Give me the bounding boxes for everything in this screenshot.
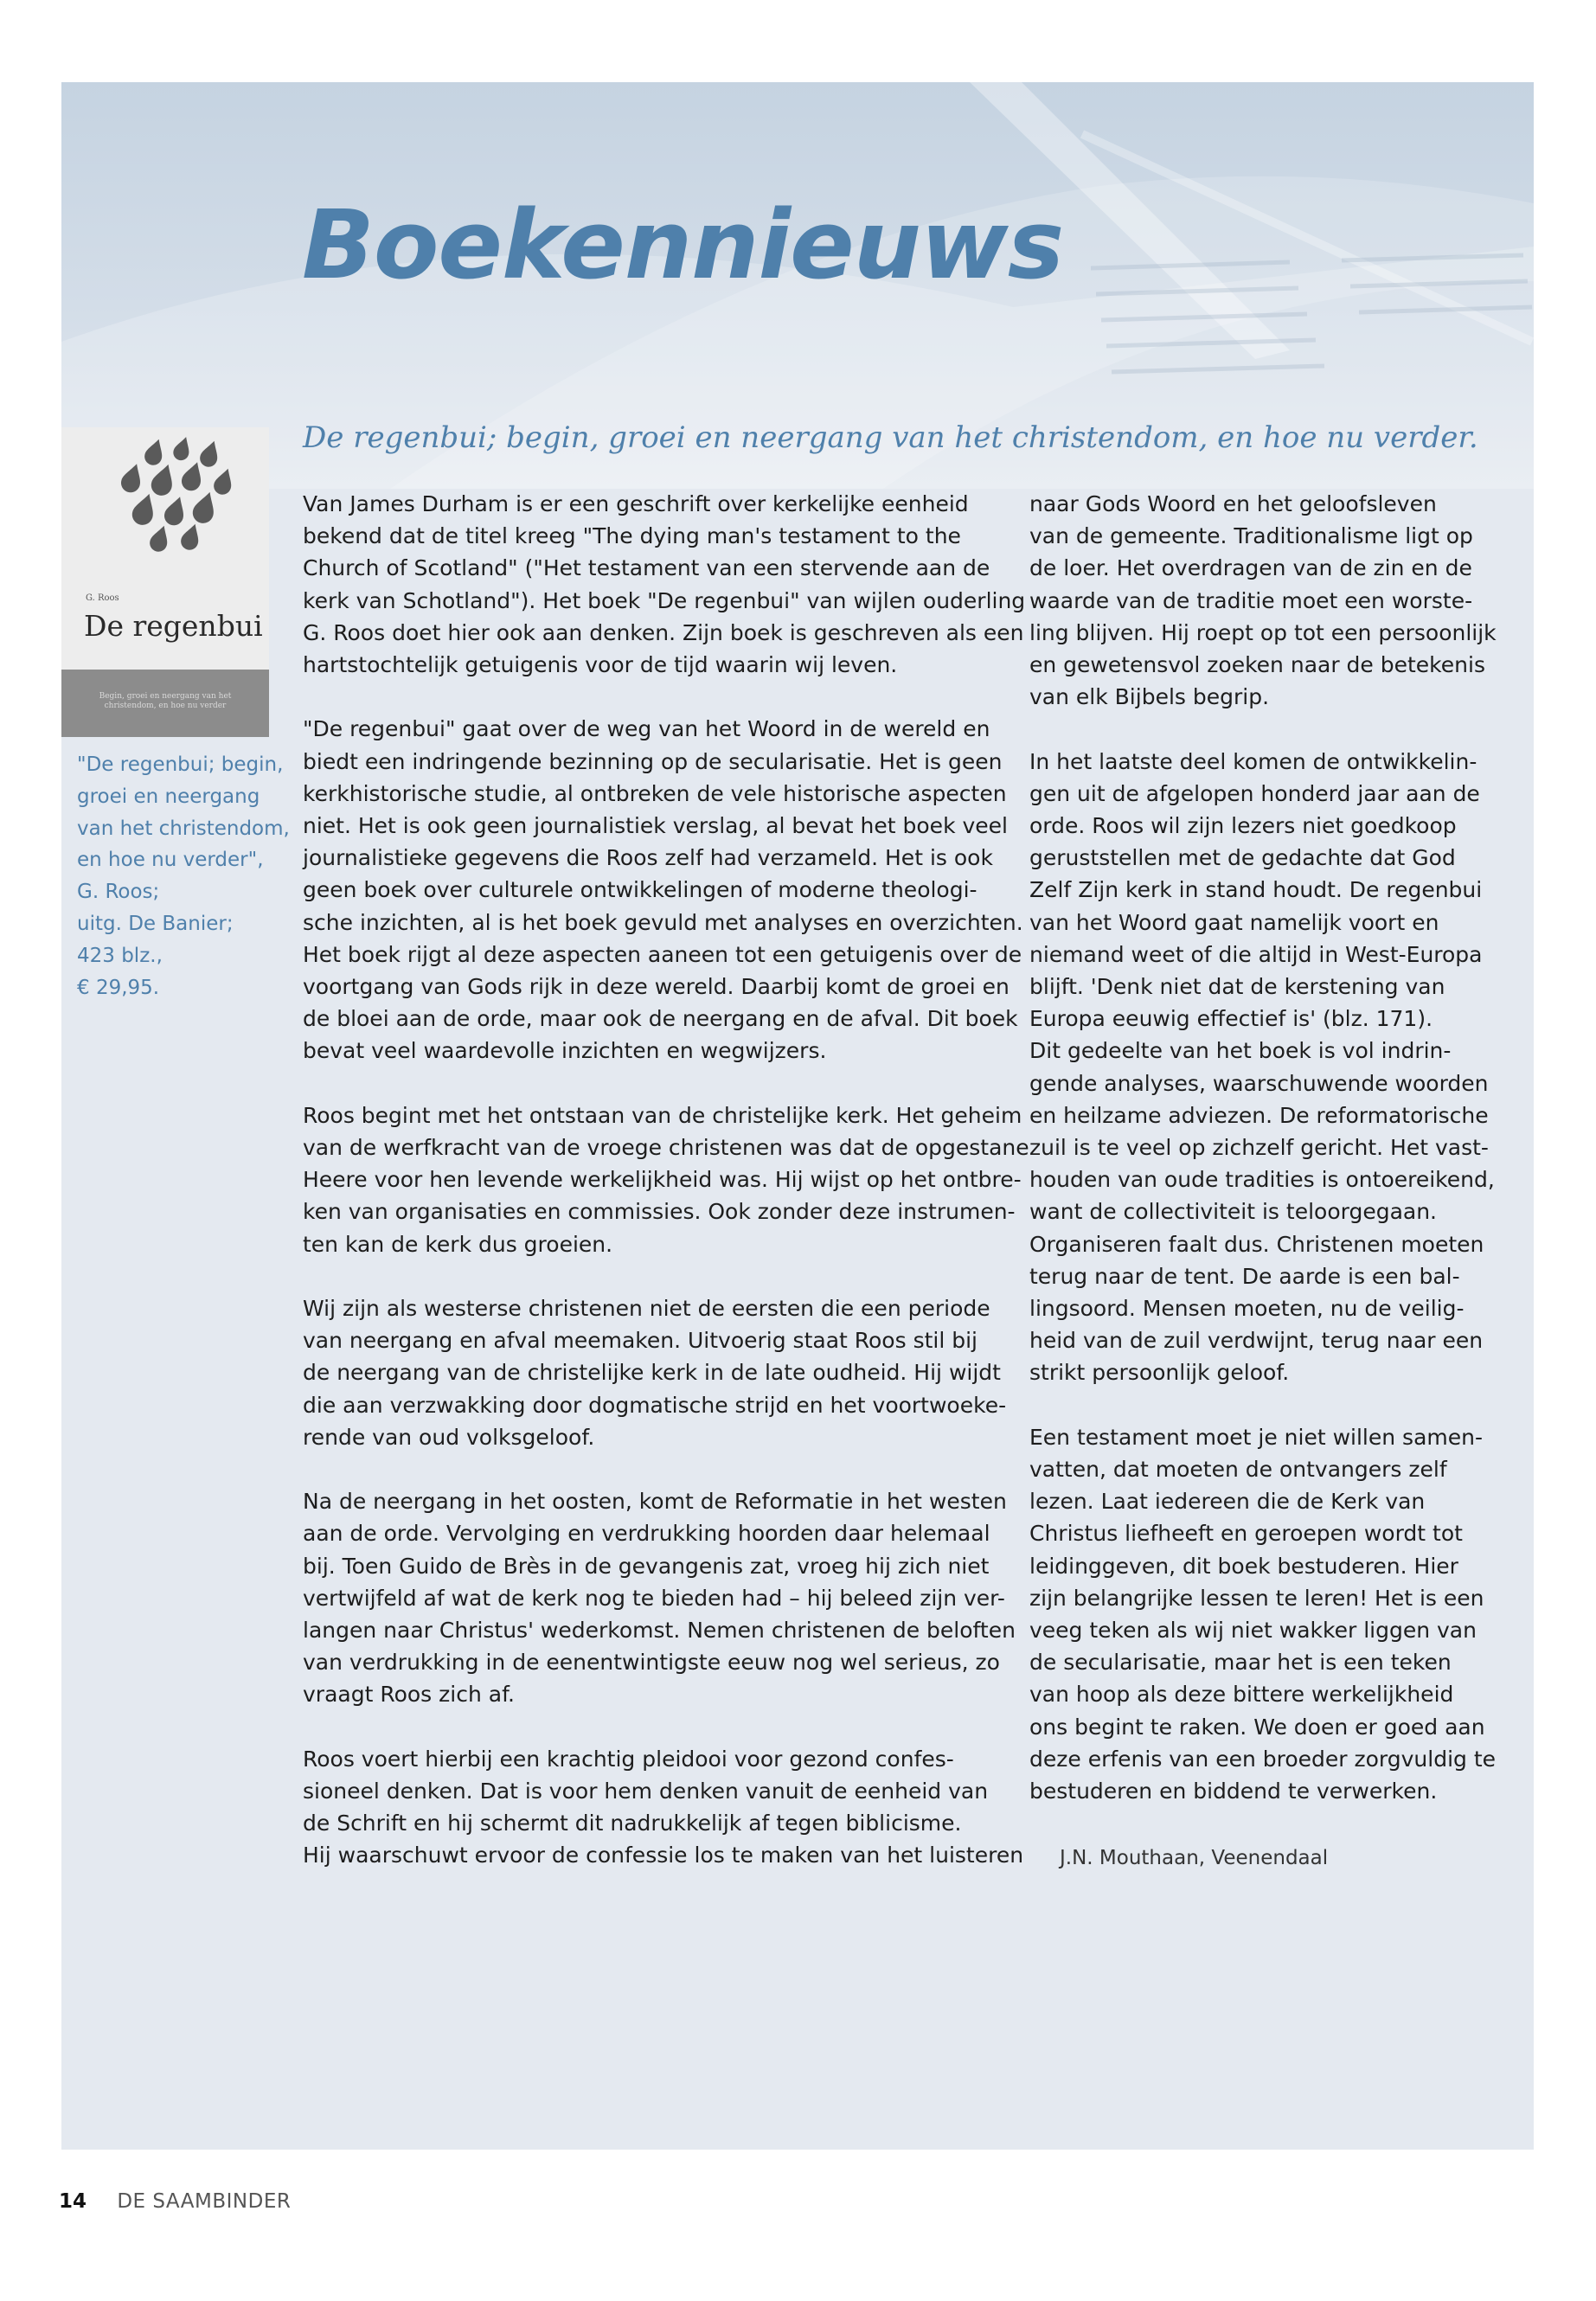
text-line: bij. Toen Guido de Brès in de gevangenis zat, vroeg hij zich niet	[303, 1553, 990, 1579]
text-line: gen uit de afgelopen honderd jaar aan de	[1029, 780, 1480, 806]
text-line: Zelf Zijn kerk in stand houdt. De regenbui	[1029, 877, 1483, 903]
text-line: strikt persoonlijk geloof.	[1029, 1360, 1290, 1386]
text-line: biedt een indringende bezinning op de secularisatie. Het is geen	[303, 748, 1003, 774]
cover-subtitle	[61, 692, 269, 712]
text-line: en heilzame adviezen. De reformatorische	[1029, 1102, 1489, 1128]
caption-line: 423 blz.,	[77, 944, 163, 967]
text-line: zijn belangrijke lessen te leren! Het is een	[1029, 1585, 1484, 1611]
page-number: 14	[59, 2190, 87, 2213]
text-line: van verdrukking in de eenentwintigste eeuw nog wel serieus, zo	[303, 1650, 1000, 1676]
text-line: bestuderen en biddend te verwerken.	[1029, 1779, 1438, 1804]
text-line: en gewetensvol zoeken naar de betekenis	[1029, 652, 1485, 678]
text-line: journalistieke gegevens die Roos zelf had verzameld. Het is ook	[303, 845, 993, 871]
text-line: van neergang en afval meemaken. Uitvoerig staat Roos stil bij	[303, 1328, 978, 1354]
text-line: ten kan de kerk dus groeien.	[303, 1231, 613, 1257]
magazine-name: DE SAAMBINDER	[117, 2190, 292, 2213]
text-line: aan de orde. Vervolging en verdrukking hoorden daar helemaal	[303, 1521, 990, 1547]
cover-subtitle-line: christendom, en hoe nu verder	[104, 702, 227, 711]
text-line: kerk van Schotland"). Het boek "De regenbui" van wijlen ouderling	[303, 587, 1026, 613]
caption-line: G. Roos;	[77, 881, 160, 904]
text-line: sche inzichten, al is het boek gevuld met analyses en overzichten.	[303, 909, 1023, 935]
book-cover	[61, 427, 269, 737]
book-title-heading: De regenbui; begin, groei en neergang van het christendom, en hoe nu verder.	[303, 420, 1478, 455]
caption-line: € 29,95.	[77, 976, 160, 999]
text-line: Dit gedeelte van het boek is vol indrin-	[1029, 1038, 1452, 1064]
text-line: naar Gods Woord en het geloofsleven	[1029, 491, 1437, 516]
page-footer	[59, 2190, 291, 2213]
text-line: deze erfenis van een broeder zorgvuldig te	[1029, 1746, 1497, 1772]
caption-line: groei en neergang	[77, 785, 260, 808]
text-line: Het boek rijgt al deze aspecten aaneen tot een getuigenis over de	[303, 941, 1022, 967]
text-line: van het Woord gaat namelijk voort en	[1029, 909, 1439, 935]
paragraph	[303, 1485, 1016, 1710]
text-line: van de gemeente. Traditionalisme ligt op	[1029, 523, 1473, 549]
text-line: Christus liefheeft en geroepen wordt tot	[1029, 1521, 1463, 1547]
cover-author: G. Roos	[86, 593, 119, 603]
text-line: geen boek over culturele ontwikkelingen of moderne theologi-	[303, 877, 977, 903]
text-line: orde. Roos wil zijn lezers niet goedkoop	[1029, 813, 1457, 839]
author-signature: J.N. Mouthaan, Veenendaal	[1060, 1847, 1329, 1870]
cover-title: De regenbui	[84, 609, 263, 643]
text-line: Church of Scotland" ("Het testament van een stervende aan de	[303, 555, 990, 581]
caption-line: "De regenbui; begin,	[77, 753, 284, 776]
text-line: hartstochtelijk getuigenis voor de tijd waarin wij leven.	[303, 652, 898, 678]
text-line: Heere voor hen levende werkelijkheid was. Hij wijst op het ontbre-	[303, 1167, 1022, 1193]
paragraph	[1029, 746, 1497, 1389]
paragraph	[1029, 1421, 1497, 1807]
text-line: rende van oud volksgeloof.	[303, 1424, 595, 1450]
text-line: Organiseren faalt dus. Christenen moeten	[1029, 1231, 1484, 1257]
text-line: Wij zijn als westerse christenen niet de eersten die een periode	[303, 1296, 990, 1322]
text-line: van de werfkracht van de vroege christenen was dat de opgestane	[303, 1135, 1029, 1161]
text-line: veeg teken als wij niet wakker liggen van	[1029, 1618, 1477, 1644]
text-line: bevat veel waardevolle inzichten en wegwijzers.	[303, 1038, 827, 1064]
text-line: heid van de zuil verdwijnt, terug naar een	[1029, 1328, 1484, 1354]
text-line: gende analyses, waarschuwende woorden	[1029, 1070, 1489, 1096]
text-line: niemand weet of die altijd in West-Europa	[1029, 941, 1483, 967]
text-line: lingsoord. Mensen moeten, nu de veilig-	[1029, 1296, 1465, 1322]
text-line: kerkhistorische studie, al ontbreken de vele historische aspecten	[303, 780, 1007, 806]
text-line: de bloei aan de orde, maar ook de neergang en de afval. Dit boek	[303, 1006, 1018, 1032]
text-line: leidinggeven, dit boek bestuderen. Hier	[1029, 1553, 1458, 1579]
text-line: langen naar Christus' wederkomst. Nemen christenen de beloften	[303, 1618, 1016, 1644]
text-line: zuil is te veel op zichzelf gericht. Het vast-	[1029, 1135, 1489, 1161]
text-line: ons begint te raken. We doen er goed aan	[1029, 1714, 1485, 1740]
text-line: In het laatste deel komen de ontwikkelin-	[1029, 748, 1477, 774]
text-line: want de collectiviteit is teloorgegaan.	[1029, 1199, 1438, 1225]
paragraph	[303, 1743, 1024, 1872]
text-line: Een testament moet je niet willen samen-	[1029, 1424, 1483, 1450]
paragraph	[303, 488, 1026, 681]
text-line: Roos begint met het ontstaan van de christelijke kerk. Het geheim	[303, 1102, 1022, 1128]
book-details-caption	[77, 749, 290, 1003]
text-line: de Schrift en hij schermt dit nadrukkelijk af tegen biblicisme.	[303, 1811, 962, 1836]
caption-line: en hoe nu verder",	[77, 849, 264, 872]
text-line: Europa eeuwig effectief is' (blz. 171).	[1029, 1006, 1433, 1032]
text-line: vertwijfeld af wat de kerk nog te bieden had – hij beleed zijn ver-	[303, 1585, 1005, 1611]
caption-line: uitg. De Banier;	[77, 912, 234, 935]
text-line: Roos voert hierbij een krachtig pleidooi voor gezond confes-	[303, 1746, 954, 1772]
text-line: Na de neergang in het oosten, komt de Reformatie in het westen	[303, 1489, 1007, 1515]
article-column-right	[1029, 488, 1497, 1875]
text-line: de loer. Het overdragen van de zin en de	[1029, 555, 1472, 581]
text-line: houden van oude tradities is ontoereikend,	[1029, 1167, 1495, 1193]
text-line: ling blijven. Hij roept op tot een persoonlijk	[1029, 619, 1497, 645]
paragraph	[303, 1292, 1007, 1453]
text-line: van elk Bijbels begrip.	[1029, 684, 1270, 710]
text-line: waarde van de traditie moet een worste-	[1029, 587, 1473, 613]
text-line: lezen. Laat iedereen die de Kerk van	[1029, 1489, 1426, 1515]
text-line: geruststellen met de gedachte dat God	[1029, 845, 1456, 871]
text-line: de secularisatie, maar het is een teken	[1029, 1650, 1452, 1676]
paragraph	[303, 1099, 1029, 1260]
text-line: Hij waarschuwt ervoor de confessie los te maken van het luisteren	[303, 1843, 1024, 1868]
article-column-left	[303, 488, 1029, 1904]
paragraph	[1029, 488, 1497, 713]
cover-subtitle-line: Begin, groei en neergang van het	[99, 692, 232, 701]
raindrops-illustration	[61, 427, 269, 583]
caption-line: van het christendom,	[77, 817, 290, 840]
text-line: Van James Durham is er een geschrift over kerkelijke eenheid	[303, 491, 969, 516]
text-line: ken van organisaties en commissies. Ook zonder deze instrumen-	[303, 1199, 1016, 1225]
text-line: blijft. 'Denk niet dat de kerstening van	[1029, 974, 1445, 1000]
text-line: vatten, dat moeten de ontvangers zelf	[1029, 1457, 1447, 1483]
text-line: "De regenbui" gaat over de weg van het Woord in de wereld en	[303, 716, 990, 742]
text-line: sioneel denken. Dat is voor hem denken vanuit de eenheid van	[303, 1779, 989, 1804]
text-line: die aan verzwakking door dogmatische strijd en het voortwoeke-	[303, 1392, 1007, 1418]
text-line: de neergang van de christelijke kerk in de late oudheid. Hij wijdt	[303, 1360, 1001, 1386]
text-line: bekend dat de titel kreeg "The dying man's testament to the	[303, 523, 961, 549]
text-line: van hoop als deze bittere werkelijkheid	[1029, 1682, 1454, 1708]
page-title: Boekennieuws	[302, 189, 1064, 300]
text-line: terug naar de tent. De aarde is een bal-	[1029, 1263, 1460, 1289]
text-line: voortgang van Gods rijk in deze wereld. Daarbij komt de groei en	[303, 974, 1010, 1000]
text-line: niet. Het is ook geen journalistiek verslag, al bevat het boek veel	[303, 813, 1008, 839]
text-line: vraagt Roos zich af.	[303, 1682, 515, 1708]
paragraph	[303, 713, 1023, 1067]
text-line: G. Roos doet hier ook aan denken. Zijn boek is geschreven als een	[303, 619, 1024, 645]
